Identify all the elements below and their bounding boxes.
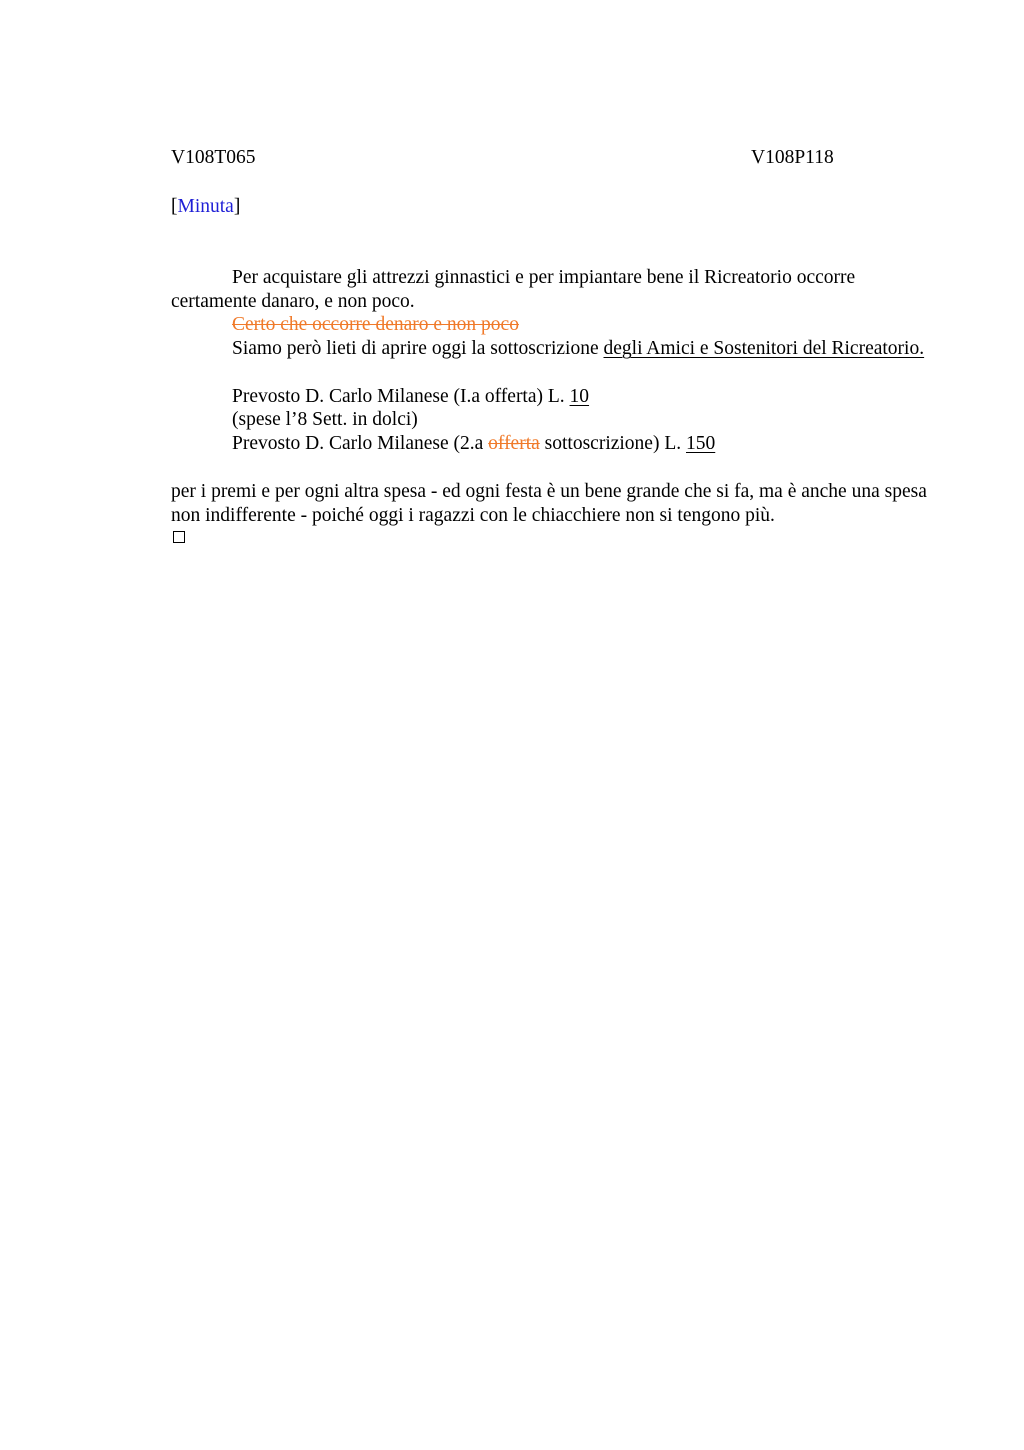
minuta-label [171,195,240,219]
document-code-right: V108P118 [751,147,834,168]
paragraph-attrezzi: Per acquistare gli attrezzi ginnastici e per impiantare bene il Ricreatorio occorre certamente danaro, e non poco. [171,267,856,312]
minuta-close-bracket: ] [233,196,241,217]
document-code-left: V108T065 [171,147,256,168]
offer-1-amount: 10 [569,386,590,407]
minuta-open-bracket: [ [171,196,178,217]
offer-line-1 [232,385,589,409]
offer-1-note: (spese l’8 Sett. in dolci) [232,409,418,430]
paragraph-sottoscrizione [171,337,931,361]
offer-2-suffix: sottoscrizione) L. [539,433,686,454]
offer-2-prefix: Prevosto D. Carlo Milanese (2.a [232,433,489,454]
offer-2-amount: 150 [686,433,716,454]
struck-line: Certo che occorre denaro e non poco [232,314,519,335]
sottoscrizione-text: Siamo però lieti di aprire oggi la sottoscrizione [232,338,604,359]
amici-sostenitori-underlined: degli Amici e Sostenitori del Ricreatorio. [603,338,925,359]
minuta-link[interactable]: Minuta [177,196,234,217]
offer-line-2 [232,432,715,456]
checkbox-square[interactable] [173,531,185,543]
offer-2-struck-word: offerta [488,433,540,454]
paragraph-premi: per i premi e per ogni altra spesa - ed ogni festa è un bene grande che si fa, ma è anche una spesa non indifferente - poiché oggi i ragazzi con le chiacchiere non si tengono più. [171,481,927,526]
offer-1-text: Prevosto D. Carlo Milanese (I.a offerta) L. [232,386,570,407]
